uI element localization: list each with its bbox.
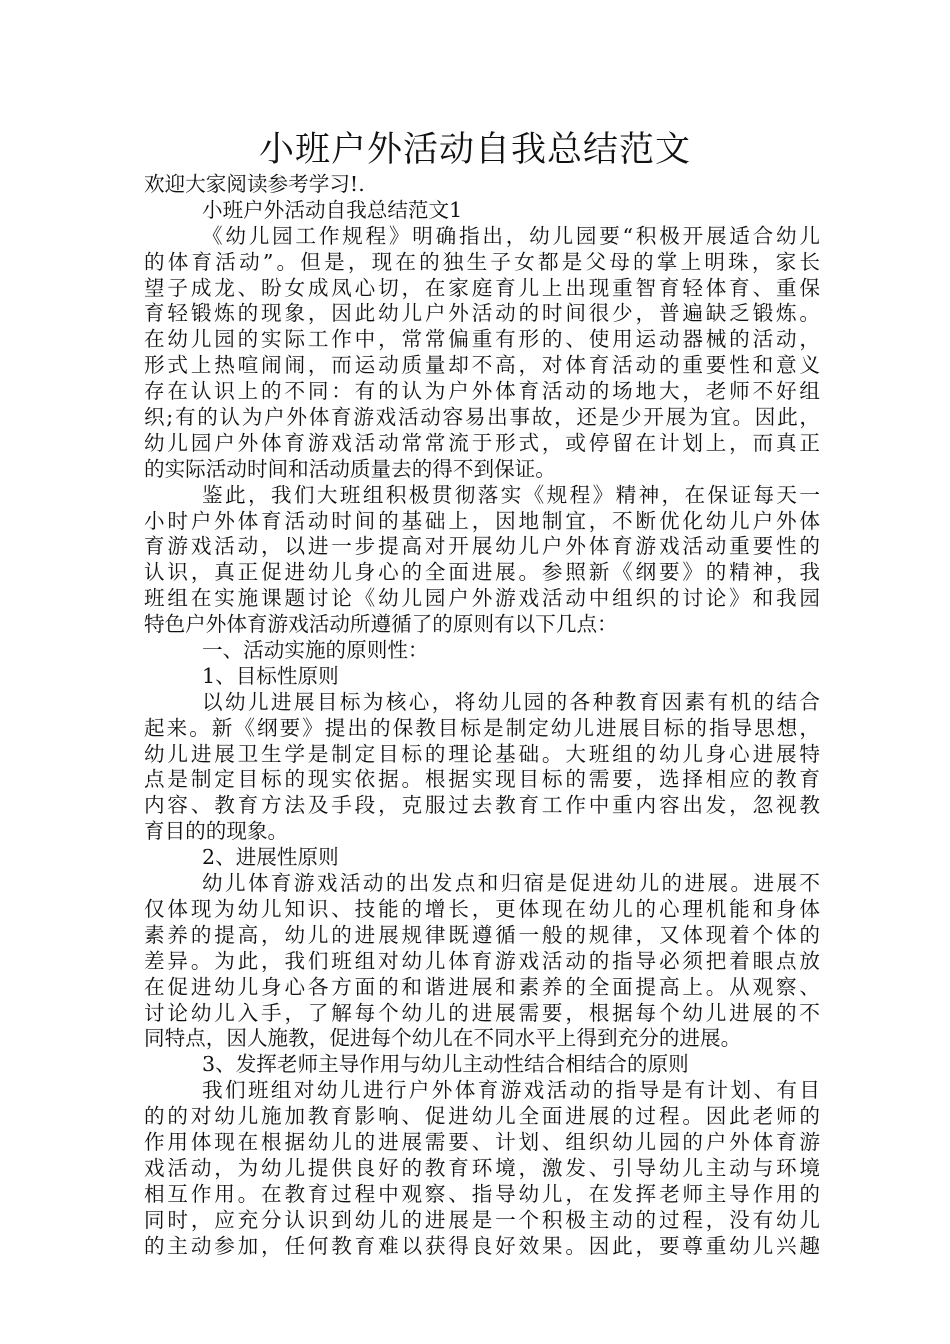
text-line: 幼儿体育游戏活动的出发点和归宿是促进幼儿的进展。进展不 (202, 871, 820, 896)
text-line: 《幼儿园工作规程》明确指出，幼儿园要“积极开展适合幼儿 (202, 223, 820, 248)
text-line: 特色户外体育游戏活动所遵循了的原则有以下几点： (144, 612, 618, 637)
text-line: 认识，真正促进幼儿身心的全面进展。参照新《纲要》的精神，我 (144, 560, 820, 585)
text-line: 我们班组对幼儿进行户外体育游戏活动的指导是有计划、有目 (202, 1078, 820, 1103)
text-line: 在幼儿园的实际工作中，常常偏重有形的、使用运动器械的活动， (144, 327, 820, 352)
document-title: 小班户外活动自我总结范文 (258, 130, 691, 170)
text-line: 欢迎大家阅读参考学习!. (144, 172, 365, 196)
text-line: 一、活动实施的原则性： (202, 638, 429, 663)
text-line: 小时户外体育活动时间的基础上，因地制宜，不断优化幼儿户外体 (144, 508, 820, 533)
text-line: 仅体现为幼儿知识、技能的增长，更体现在幼儿的心理机能和身体 (144, 896, 820, 921)
text-line: 在促进幼儿身心各方面的和谐进展和素养的全面提高上。从观察、 (144, 974, 820, 999)
text-line: 幼儿园户外体育游戏活动常常流于形式，或停留在计划上，而真正 (144, 430, 820, 455)
text-line: 2、进展性原则 (202, 845, 339, 870)
text-line: 内容、教育方法及手段，克服过去教育工作中重内容出发，忽视教 (144, 793, 820, 818)
text-line: 育轻锻炼的现象，因此幼儿户外活动的时间很少，普遍缺乏锻炼。 (144, 301, 820, 326)
text-line: 点是制定目标的现实依据。根据实现目标的需要，选择相应的教育 (144, 767, 820, 792)
text-line: 的主动参加，任何教育难以获得良好效果。因此，要尊重幼儿兴趣 (144, 1233, 820, 1258)
text-line: 望子成龙、盼女成凤心切，在家庭育儿上出现重智育轻体育、重保 (144, 275, 820, 300)
text-line: 差异。为此，我们班组对幼儿体育游戏活动的指导必须把着眼点放 (144, 948, 820, 973)
text-line: 以幼儿进展目标为核心，将幼儿园的各种教育因素有机的结合 (202, 689, 820, 714)
text-line: 3、发挥老师主导作用与幼儿主动性结合相结合的原则 (202, 1052, 689, 1077)
text-line: 存在认识上的不同：有的认为户外体育活动的场地大，老师不好组 (144, 379, 820, 404)
text-line: 班组在实施课题讨论《幼儿园户外游戏活动中组织的讨论》和我园 (144, 586, 820, 611)
text-line: 织;有的认为户外体育游戏活动容易出事故，还是少开展为宜。因此， (144, 405, 820, 430)
text-line: 讨论幼儿入手，了解每个幼儿的进展需要，根据每个幼儿进展的不 (144, 1000, 820, 1025)
text-line: 相互作用。在教育过程中观察、指导幼儿，在发挥老师主导作用的 (144, 1181, 820, 1206)
text-line: 戏活动，为幼儿提供良好的教育环境，激发、引导幼儿主动与环境 (144, 1155, 820, 1180)
text-line: 同时，应充分认识到幼儿的进展是一个积极主动的过程，没有幼儿 (144, 1207, 820, 1232)
text-line: 作用体现在根据幼儿的进展需要、计划、组织幼儿园的户外体育游 (144, 1129, 820, 1154)
text-line: 鉴此，我们大班组积极贯彻落实《规程》精神，在保证每天一 (202, 482, 820, 507)
text-line: 素养的提高，幼儿的进展规律既遵循一般的规律，又体现着个体的 (144, 922, 820, 947)
text-line: 幼儿进展卫生学是制定目标的理论基础。大班组的幼儿身心进展特 (144, 741, 820, 766)
text-line: 育游戏活动，以进一步提高对开展幼儿户外体育游戏活动重要性的 (144, 534, 820, 559)
text-line: 小班户外活动自我总结范文1 (202, 197, 463, 222)
document-body (144, 172, 820, 1259)
text-line: 1、目标性原则 (202, 663, 339, 688)
text-line: 起来。新《纲要》提出的保教目标是制定幼儿进展目标的指导思想， (144, 715, 820, 740)
text-line: 的的对幼儿施加教育影响、促进幼儿全面进展的过程。因此老师的 (144, 1104, 820, 1129)
text-line: 的体育活动”。但是，现在的独生子女都是父母的掌上明珠，家长 (144, 249, 820, 274)
text-line: 育目的的现象。 (144, 819, 289, 844)
text-line: 同特点，因人施教，促进每个幼儿在不同水平上得到充分的进展。 (144, 1026, 742, 1051)
text-line: 的实际活动时间和活动质量去的得不到保证。 (144, 456, 556, 481)
text-line: 形式上热喧闹闹，而运动质量却不高，对体育活动的重要性和意义 (144, 353, 820, 378)
